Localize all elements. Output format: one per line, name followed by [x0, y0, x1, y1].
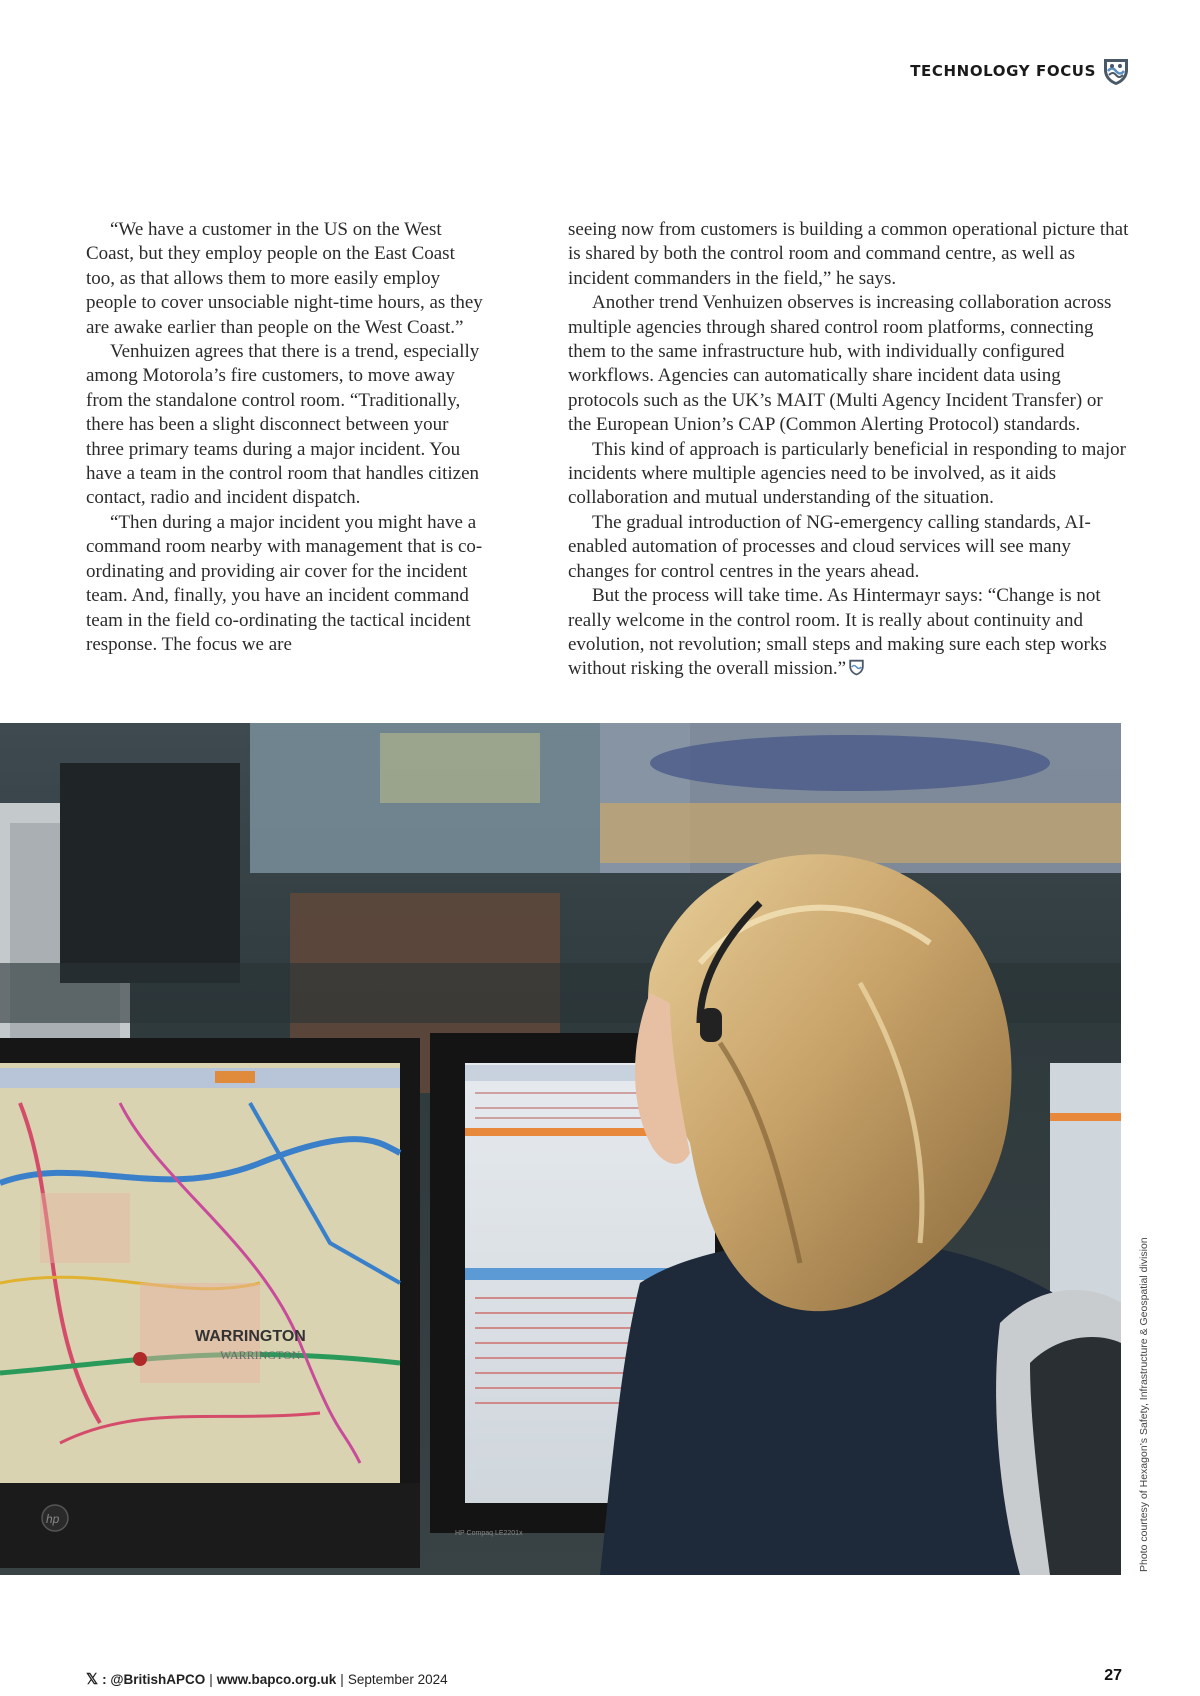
footer-separator: |	[209, 1671, 213, 1687]
paragraph: “We have a customer in the US on the West Coast, but they employ people on the East Coast too, as that allows them to more easily employ people to cover unsociable night-time hours, as they are awake earlier than people on the West Coast.”	[86, 219, 483, 338]
page-header	[910, 56, 1130, 86]
paragraph: But the process will take time. As Hintermayr says: “Change is not really welcome in the control room. It is really about continuity and evolution, not revolution; small steps and making sure each step works without risking the overall mission.”	[568, 585, 1107, 680]
section-label: TECHNOLOGY FOCUS	[910, 62, 1096, 80]
website-link[interactable]: www.bapco.org.uk	[216, 1671, 337, 1687]
paragraph: “Then during a major incident you might have a command room nearby with management that is co-ordinating and providing air cover for the incident team. And, finally, you have an incident command team in the field co-ordinating the tactical incident response. The focus we are	[86, 511, 483, 655]
paragraph: seeing now from customers is building a common operational picture that is shared by both the control room and command centre, as well as incident commanders in the field,” he says.	[568, 219, 1129, 289]
x-logo-icon: 𝕏	[86, 1671, 99, 1688]
bapco-crest-icon	[1102, 56, 1130, 86]
end-mark-crest-icon	[848, 658, 865, 676]
map-label: WARRINGTON	[195, 1328, 306, 1345]
paragraph: This kind of approach is particularly beneficial in responding to major incidents where multiple agencies need to be involved, as it aids collaboration and mutual understanding of the situation.	[568, 438, 1126, 509]
page-number: 27	[1104, 1667, 1122, 1684]
paragraph: Venhuizen agrees that there is a trend, especially among Motorola’s fire customers, to move away from the standalone control room. “Traditionally, there has been a slight disconnect between your three primary teams during a major incident. You have a team in the control room that handles citizen contact, radio and incident dispatch.	[86, 341, 480, 509]
photo-illustration	[0, 723, 1121, 1575]
article-column-right	[568, 218, 1130, 682]
paragraph: The gradual introduction of NG-emergency calling standards, AI-enabled automation of processes and cloud services will see many changes for control centres in the years ahead.	[568, 511, 1091, 582]
article-column-left	[86, 218, 486, 657]
map-sublabel: WARRINGTON	[220, 1348, 301, 1362]
monitor-model: HP Compaq LE2201x	[455, 1530, 523, 1537]
social-handle[interactable]: : @BritishAPCO	[102, 1671, 206, 1687]
paragraph: Another trend Venhuizen observes is increasing collaboration across multiple agencies through shared control room platforms, connecting them to the same infrastructure hub, with individually configured workflows. Agencies can automatically share incident data using protocols such as the UK’s MAIT (Multi Agency Incident Transfer) or the European Union’s CAP (Common Alerting Protocol) standards.	[568, 292, 1112, 436]
page-footer	[86, 1670, 448, 1688]
footer-separator: |	[340, 1671, 344, 1687]
photo-caption: Photo courtesy of Hexagon’s Safety, Infrastructure & Geospatial division	[1138, 1237, 1150, 1572]
control-room-photo	[0, 723, 1121, 1575]
monitor-brand: hp	[46, 1512, 60, 1526]
issue-date: September 2024	[347, 1671, 448, 1687]
